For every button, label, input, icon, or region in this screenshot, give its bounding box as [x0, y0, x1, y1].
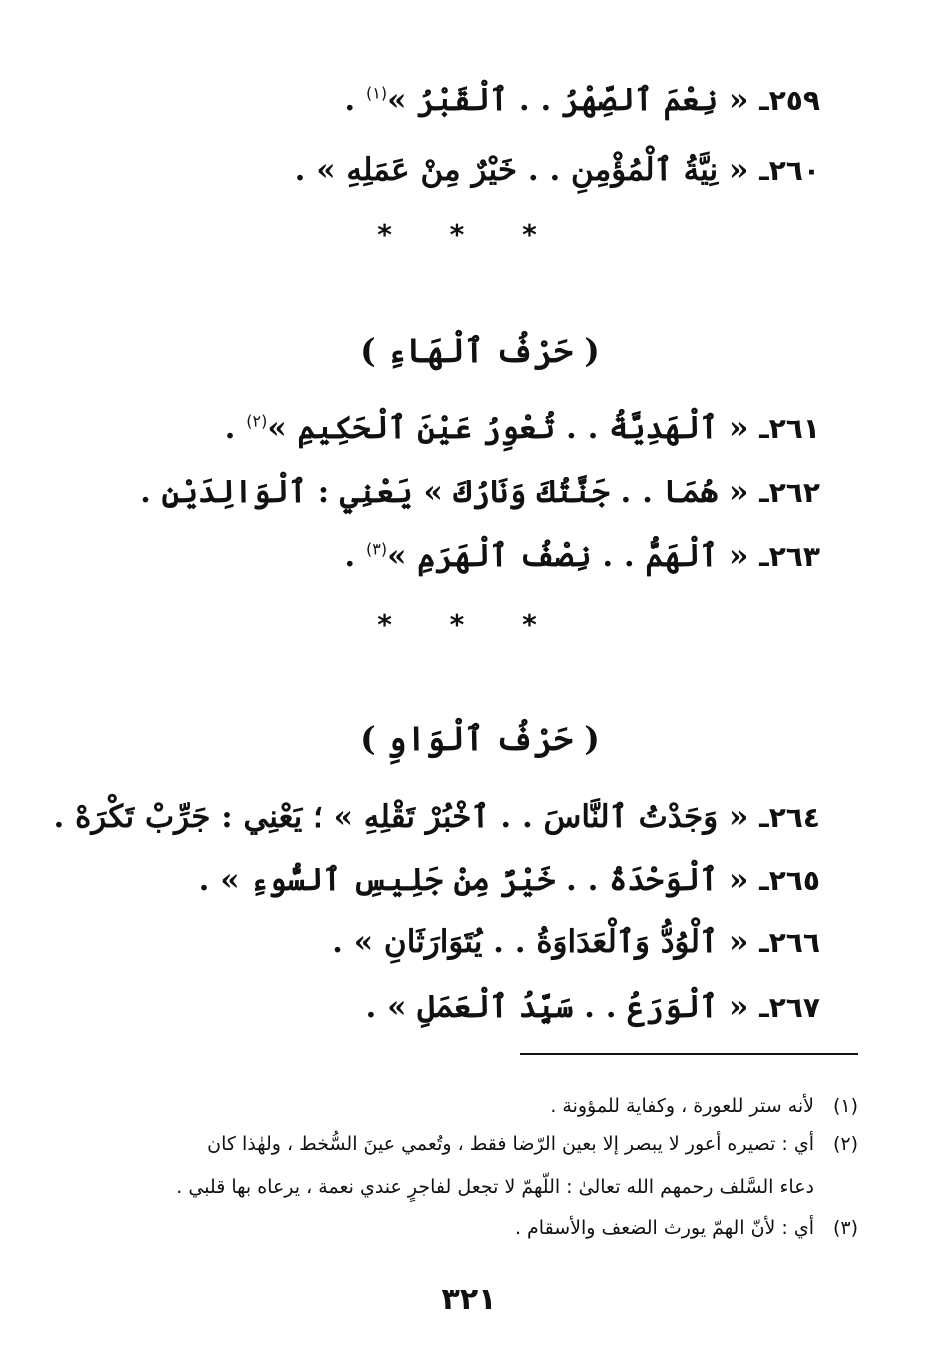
footnote-ref: (١) — [366, 83, 388, 103]
proverb-entry-266 — [332, 922, 820, 963]
footnote-label: (٢) — [832, 1133, 858, 1155]
entry-end: . — [344, 538, 367, 574]
proverb-entry-263 — [344, 536, 820, 577]
proverb-entry-264 — [53, 797, 820, 838]
entry-text: « ٱلْوَحْدَةُ . . خَيْرٌ مِنْ جَلِيسِ ٱلسُّوءِ » — [220, 862, 749, 898]
page-number: ٣٢١ — [441, 1282, 497, 1317]
footnote-2-continuation: دعاء السَّلف رحمهم الله تعالىٰ : اللّهمّ لا تجعل لفاجرٍ عندي نعمة ، يرعاه بها قلبي . — [176, 1176, 814, 1198]
entry-end: . — [365, 989, 388, 1025]
entry-text: « ٱلْهَدِيَّةُ . . تُعْوِرُ عَيْنَ ٱلْحَكِيمِ » — [267, 410, 749, 446]
footnote-2 — [207, 1131, 858, 1157]
proverb-entry-259 — [344, 80, 820, 121]
entry-end: . — [294, 152, 317, 188]
entry-end: . — [198, 862, 221, 898]
footnote-text: أي : لأنّ الهمّ يورث الضعف والأسقام . — [514, 1217, 814, 1239]
footnote-label: (٣) — [832, 1217, 858, 1239]
section-heading-haa: ( حَرْفُ ٱلْهَاءِ ) — [360, 331, 600, 370]
entry-number: ٢٦٤ـ — [759, 801, 820, 834]
entry-end: . — [53, 799, 76, 835]
footnote-ref: (٣) — [366, 539, 388, 559]
entry-number: ٢٦٦ـ — [759, 926, 820, 959]
proverb-entry-260 — [295, 150, 820, 191]
entry-number: ٢٦٠ـ — [759, 154, 820, 187]
section-separator: * * * — [377, 218, 561, 251]
footnote-text: لأنه ستر للعورة ، وكفاية للمؤونة . — [550, 1095, 814, 1117]
entry-number: ٢٦٥ـ — [759, 864, 820, 897]
footnote-3 — [515, 1215, 858, 1241]
entry-number: ٢٦٢ـ — [759, 476, 820, 509]
footnote-1 — [550, 1093, 858, 1119]
section-separator: * * * — [377, 608, 561, 641]
proverb-entry-265 — [199, 860, 820, 901]
proverb-entry-261 — [225, 408, 820, 449]
footnote-label: (١) — [832, 1095, 858, 1117]
proverb-entry-262 — [140, 472, 820, 513]
entry-end: . — [332, 924, 354, 960]
entry-text: « ٱلْهَمُّ . . نِصْفُ ٱلْهَرَمِ » — [387, 538, 749, 574]
entry-text: « نِعْمَ ٱلصِّهْرُ . . ٱلْقَبْرُ » — [387, 82, 749, 118]
entry-number: ٢٦٧ـ — [759, 991, 820, 1024]
entry-end: . — [140, 474, 162, 510]
entry-text: « هُمَا . . جَنَّتُكَ وَنَارُكَ » يَعْنِي : ٱلْوَالِدَيْنِ — [161, 474, 749, 510]
entry-end: . — [224, 410, 247, 446]
entry-text: « ٱلْوُدُّ وَٱلْعَدَاوَةُ . . يُتَوَارَثَانِ » — [353, 924, 749, 960]
entry-text: « وَجَدْتُ ٱلنَّاسَ . . ٱخْبُرْ تَقْلِهِ » ؛ يَعْنِي : جَرِّبْ تَكْرَهْ — [75, 799, 749, 835]
entry-text: « نِيَّةُ ٱلْمُؤْمِنِ . . خَيْرٌ مِنْ عَمَلِهِ » — [316, 152, 749, 188]
entry-text: « ٱلْوَرَعُ . . سَيِّدُ ٱلْعَمَلِ » — [387, 989, 749, 1025]
footnote-rule — [520, 1053, 858, 1055]
proverb-entry-267 — [366, 987, 820, 1028]
entry-number: ٢٥٩ـ — [759, 84, 820, 117]
footnote-text: أي : تصيره أعور لا يبصر إلا بعين الرّضا فقط ، وتُعمي عينَ السُّخط ، ولهٰذا كان — [207, 1133, 814, 1155]
entry-number: ٢٦١ـ — [759, 412, 820, 445]
entry-number: ٢٦٣ـ — [759, 540, 820, 573]
footnote-ref: (٢) — [246, 411, 268, 431]
section-heading-waw: ( حَرْفُ ٱلْوَاوِ ) — [360, 719, 600, 758]
entry-end: . — [344, 82, 367, 118]
